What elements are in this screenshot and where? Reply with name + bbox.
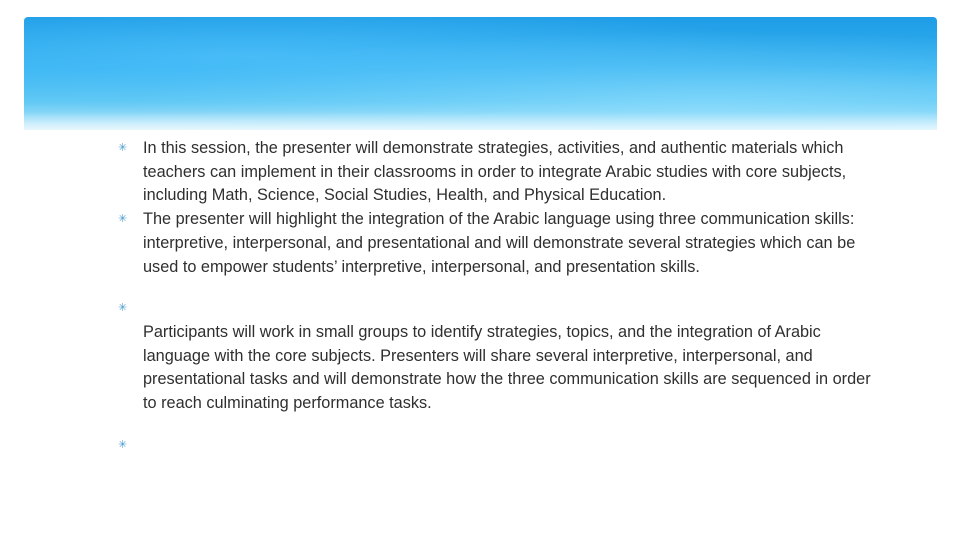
bullet-item-empty bbox=[118, 297, 878, 321]
slide-body bbox=[118, 137, 878, 457]
bullet-item-empty bbox=[118, 434, 878, 458]
bullet-item bbox=[118, 208, 878, 279]
bullet-text: The presenter will highlight the integration of the Arabic language using three communication skills: interpretive, interpersonal, and presentational and will demonstrate several strategies which can be used to empower students’ interpretive, interpersonal, and presentation skills. bbox=[143, 210, 856, 276]
header-band bbox=[24, 17, 937, 130]
bullet-text: Participants will work in small groups to identify strategies, topics, and the integration of Arabic language with the core subjects. Presenters will share several interpretive, interpersonal, and presentational tasks and will demonstrate how the three communication skills are sequenced in order to reach culminating performance tasks. bbox=[143, 322, 871, 413]
asterisk-bullet-icon: ✳ bbox=[118, 438, 128, 451]
asterisk-bullet-icon: ✳ bbox=[118, 302, 128, 315]
bullet-item bbox=[118, 137, 878, 208]
asterisk-bullet-icon: ✳ bbox=[118, 213, 128, 226]
bullet-text: In this session, the presenter will demonstrate strategies, activities, and authentic materials which teachers can implement in their classrooms in order to integrate Arabic studies with core subjects, including Math, Science, Social Studies, Health, and Physical Education. bbox=[143, 139, 847, 205]
asterisk-bullet-icon: ✳ bbox=[118, 142, 128, 154]
bullet-item bbox=[118, 321, 878, 416]
